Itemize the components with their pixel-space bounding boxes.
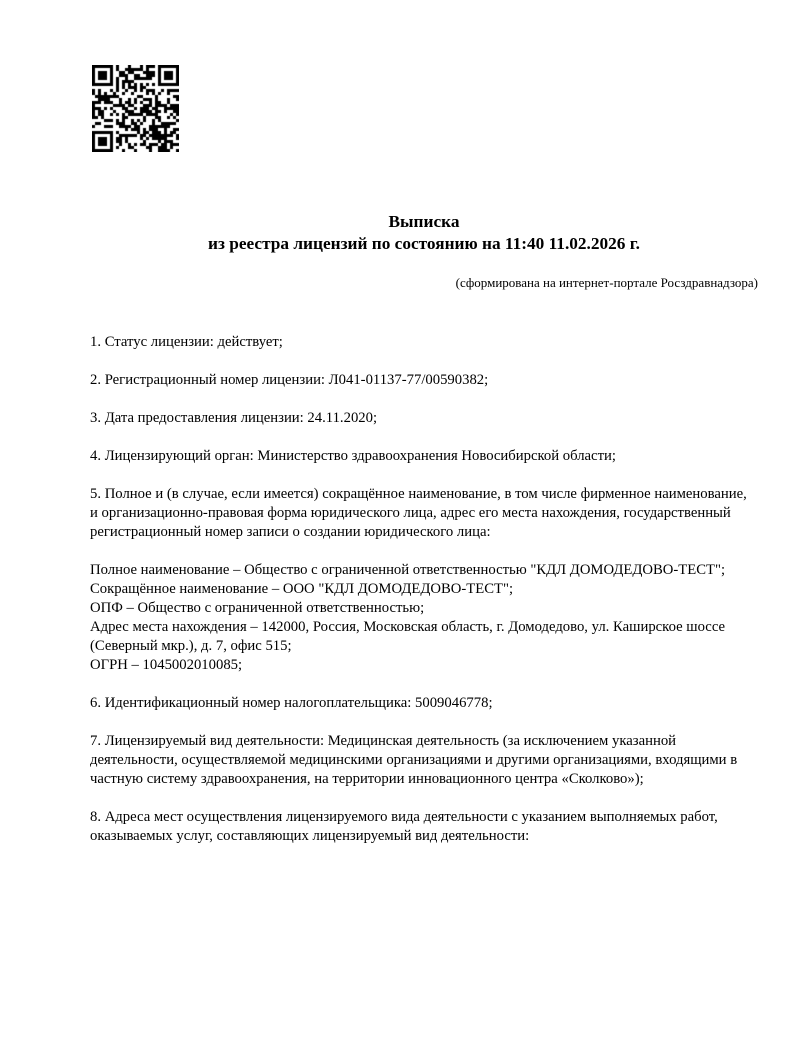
- paragraph-inn: 6. Идентификационный номер налогоплательщика: 5009046778;: [90, 695, 493, 711]
- paragraph-license-status: 1. Статус лицензии: действует;: [90, 334, 283, 350]
- paragraph-entity-info-heading: 5. Полное и (в случае, если имеется) сокращённое наименование, в том числе фирменное наименование, и организационно-правовая форма юридического лица, адрес его места нахождения, государственный регистрационный номер записи о создании юридического лица:: [90, 486, 747, 540]
- document-title-line1: Выписка: [388, 212, 460, 231]
- document-title-line2: из реестра лицензий по состоянию на 11:40 11.02.2026 г.: [208, 234, 640, 253]
- detail-address: Адрес места нахождения – 142000, Россия, Московская область, г. Домодедово, ул. Каширское шоссе (Северный мкр.), д. 7, офис 515;: [90, 619, 726, 654]
- document-body: [90, 333, 758, 846]
- paragraph-registration-number: 2. Регистрационный номер лицензии: Л041-01137-77/00590382;: [90, 372, 489, 388]
- document-title: [90, 211, 758, 255]
- qr-code-image: [92, 65, 179, 152]
- paragraph-grant-date: 3. Дата предоставления лицензии: 24.11.2020;: [90, 410, 378, 426]
- paragraph-activity-addresses-heading: 8. Адреса мест осуществления лицензируемого вида деятельности с указанием выполняемых работ, оказываемых услуг, составляющих лицензируемый вид деятельности:: [90, 809, 718, 844]
- detail-full-name: Полное наименование – Общество с ограниченной ответственностью "КДЛ ДОМОДЕДОВО-ТЕСТ";: [90, 562, 726, 578]
- detail-opf: ОПФ – Общество с ограниченной ответственностью;: [90, 600, 425, 616]
- document-content: [90, 0, 758, 846]
- detail-ogrn: ОГРН – 1045002010085;: [90, 657, 243, 673]
- paragraph-licensing-authority: 4. Лицензирующий орган: Министерство здравоохранения Новосибирской области;: [90, 448, 616, 464]
- document-subtitle: (сформирована на интернет-портале Росздравнадзора): [455, 275, 758, 290]
- paragraph-licensed-activity: 7. Лицензируемый вид деятельности: Медицинская деятельность (за исключением указанной деятельности, осуществляемой медицинскими организациями и другими организациями, входящими в частную систему здравоохранения, на территории инновационного центра «Сколково»);: [90, 733, 738, 787]
- detail-short-name: Сокращённое наименование – ООО "КДЛ ДОМОДЕДОВО-ТЕСТ";: [90, 581, 514, 597]
